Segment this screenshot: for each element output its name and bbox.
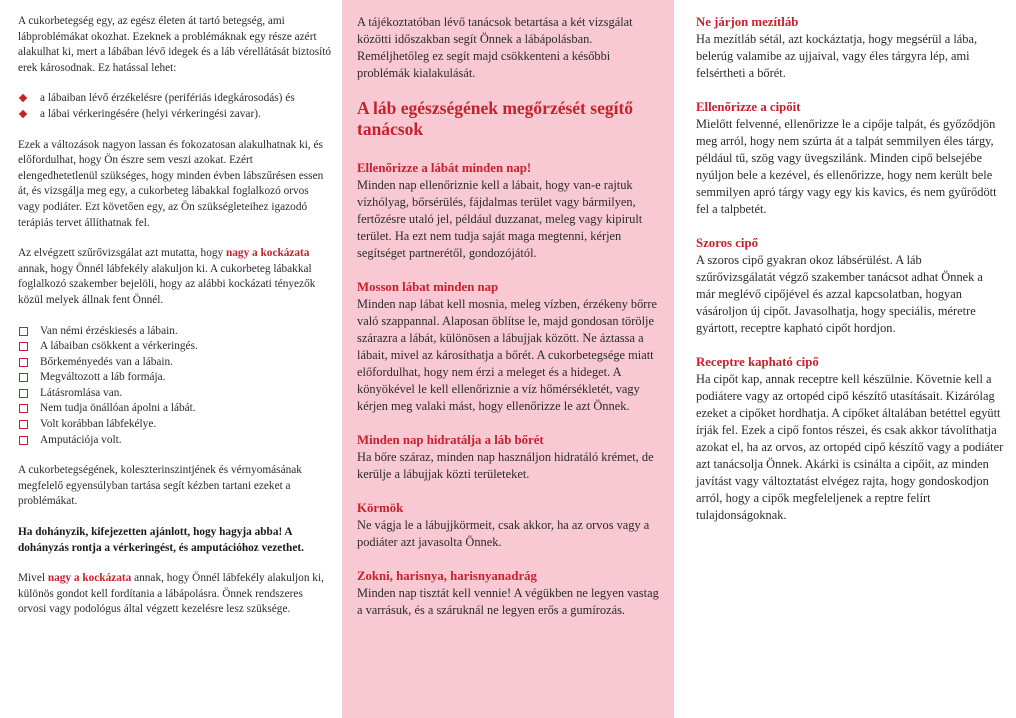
- section-title: Zokni, harisnya, harisnyanadrág: [357, 569, 537, 583]
- advice-section-tight-shoes: [696, 235, 1004, 337]
- effects-list: [18, 91, 332, 122]
- checklist-item[interactable]: Nem tudja önállóan ápolni a lábát.: [18, 401, 332, 417]
- checklist-item[interactable]: Látásromlása van.: [18, 386, 332, 402]
- section-title: Receptre kapható cipő: [696, 355, 819, 369]
- list-item: a lábaiban lévő érzékelésre (perifériás idegkárosodás) és: [18, 91, 332, 107]
- right-column: [674, 0, 1016, 718]
- section-text: Minden nap ellenőriznie kell a lábait, hogy van-e rajtuk vízhólyag, bőrsérülés, fájdalmas terület vagy bármilyen, fertőzésre utaló jel, például duzzanat, meleg vagy kipirult terület. Ha ezt nem tudja saját maga megtenni, kérjen segítséget partnerétől, gondozójától.: [357, 178, 643, 260]
- section-text: A szoros cipő gyakran okoz lábsérülést. A láb szűrővizsgálatát végző szakember tanácsot adhat Önnek a már meglévő cipőjével és azzal kapcsolatban, hogyan vásároljon új cipőt. Javasolhatja, hogy speciális, méretre gyártott, receptre kapható cipőt hordjon.: [696, 253, 983, 335]
- high-risk-highlight: nagy a kockázata: [225, 247, 310, 260]
- intro-paragraph: A cukorbetegség egy, az egész életen át tartó betegség, ami lábproblémákat okozhat. Ezeknek a problémáknak egy része azért alakulhat ki, mert a lábában lévő idegek és a láb vérellátását biztosító erek károsodnak. Ez hatással lehet:: [18, 15, 332, 74]
- checkbox-icon[interactable]: [19, 404, 28, 413]
- advice-section-daily-check: [357, 160, 660, 262]
- middle-column: [342, 0, 674, 718]
- section-text: Minden nap lábat kell mosnia, meleg vízben, érzékeny bőrre való szappannal. Alaposan öblítse le, majd gondosan törölje szárazra a lábát, különösen a lábujjak között. Ne áztassa a lábait, mivel az károsíthatja a bőrét. A cukorbetegsége miatt előfordulhat, hogy nem érzi a meleget és a hideget. A könyökével le kell ellenőriznie a víz hőmérsékletét, vagy kérjen meg valaki mást, hogy ellenőrizze le azt Önnek.: [357, 297, 658, 413]
- advice-intro: A tájékoztatóban lévő tanácsok betartása a két vizsgálat közötti időszakban segít Önnek a lábápolásban. Reméljhetőleg ez segít majd csökkenteni a későbbi problémák kialakulását.: [357, 15, 633, 80]
- checklist-item[interactable]: Volt korábban lábfekélye.: [18, 417, 332, 433]
- advice-section-check-shoes: [696, 99, 1004, 218]
- checkbox-icon[interactable]: [19, 420, 28, 429]
- risk-paragraph: Az elvégzett szűrővizsgálat azt mutatta, hogy nagy a kockázata annak, hogy Önnél lábfekély alakuljon ki. A cukorbeteg lábakkal foglalkozó szakember bejelöli, hogy az alábbi kockázati tényezők közül melyek állnak fent Önnél.: [18, 247, 316, 306]
- risk-factors-checklist: [18, 324, 332, 449]
- balance-paragraph: A cukorbetegségének, koleszterinszintjének és vérnyomásának megfelelő egyensúlyban tartása segít kézben tartani ezeket a problémákat.: [18, 464, 302, 508]
- checkbox-icon[interactable]: [19, 373, 28, 382]
- section-text: Ha cipőt kap, annak receptre kell készülnie. Követnie kell a podiátere vagy az ortopéd cipő készítő utasításait. Kizárólag ezeket a cipőket hordhatja. A cipőket általában betéttel együtt írják fel. Ezek a cipő fontos részei, és csak akkor távolíthatja azokat el, ha az orvos, az ortopéd cipő készítő vagy a podiáter azt tanácsolja Önnek. Akárki is csinálta a cipőit, az minden javítást vagy változtatást elvégez rajta, hogy gondoskodjon arról, hogy a cipők megfeleljenek a reptre felírt tulajdonságoknak.: [696, 372, 1004, 522]
- advice-section-barefoot: [696, 14, 1004, 82]
- section-title: Ellenőrizze a cipőit: [696, 100, 801, 114]
- advice-section-washing: [357, 279, 660, 415]
- advice-section-nails: [357, 500, 660, 551]
- screening-paragraph: Ezek a változások nagyon lassan és fokozatosan alakulhatnak ki, és előfordulhat, hogy Ön észre sem veszi azokat. Ezért elengedhetetlenül szükséges, hogy minden évben lábszűrésen essen át, és vizsgálja meg egy, a cukorbeteg lábakkal foglalkozó orvos vagy podiáter. Ezt követően egy, az Ön szükségleteihez igazodó terápiás tervet állíthatnak fel.: [18, 138, 324, 229]
- advice-section-moisturizing: [357, 432, 660, 483]
- section-title: Minden nap hidratálja a láb bőrét: [357, 433, 544, 447]
- section-text: Ha bőre száraz, minden nap használjon hidratáló krémet, de kerülje a lábujjak közti területeket.: [357, 450, 654, 481]
- advice-section-socks: [357, 568, 660, 619]
- checkbox-icon[interactable]: [19, 358, 28, 367]
- section-title: Ne járjon mezítláb: [696, 15, 799, 29]
- diamond-bullet-icon: [19, 110, 27, 118]
- checkbox-icon[interactable]: [19, 327, 28, 336]
- section-title: Körmök: [357, 501, 404, 515]
- checkbox-icon[interactable]: [19, 342, 28, 351]
- section-text: Mielőtt felvenné, ellenőrizze le a cipője talpát, és győződjön meg arról, hogy nem szúrta át a talpát semmilyen éles tárgy, például tű, szög vagy üvegszilánk. Minden cipő belsejébe nyúljon bele a kezével, és ellenőrizze, hogy nem került bele semmilyen apró tárgy vagy egy kis kavics, és nem gyűrődött fel a talpbetét.: [696, 117, 997, 216]
- advice-section-prescription-shoes: [696, 354, 1004, 524]
- checklist-item[interactable]: A lábaiban csökkent a vérkeringés.: [18, 339, 332, 355]
- advice-heading: A láb egészségének megőrzését segítő tanácsok: [357, 98, 634, 139]
- high-risk-highlight: nagy a kockázata: [47, 572, 132, 585]
- diamond-bullet-icon: [19, 94, 27, 102]
- section-text: Minden nap tisztát kell vennie! A végükben ne legyen vastag a varrásuk, és a száruknál ne legyen erős a gumírozás.: [357, 586, 659, 617]
- section-title: Ellenőrizze a lábát minden nap!: [357, 161, 532, 175]
- section-text: Ha mezítláb sétál, azt kockáztatja, hogy megsérül a lába, belerúg valamibe az ujjaival, vagy éles tárgyra lép, ami felsértheti a bőrét.: [696, 32, 978, 80]
- checkbox-icon[interactable]: [19, 389, 28, 398]
- checklist-item[interactable]: Amputációja volt.: [18, 433, 332, 449]
- left-column: [0, 0, 342, 718]
- checklist-item[interactable]: Bőrkeményedés van a lábain.: [18, 355, 332, 371]
- checklist-item[interactable]: Van némi érzéskiesés a lábain.: [18, 324, 332, 340]
- section-title: Mosson lábat minden nap: [357, 280, 499, 294]
- smoking-warning: Ha dohányzik, kifejezetten ajánlott, hogy hagyja abba! A dohányzás rontja a vérkeringést, és amputációhoz vezethet.: [18, 526, 304, 554]
- checklist-item[interactable]: Megváltozott a láb formája.: [18, 370, 332, 386]
- care-paragraph: Mivel nagy a kockázata annak, hogy Önnél lábfekély alakuljon ki, különös gondot kell fordítania a lábápolásra. Önnek rendszeres orvosi vagy podológus által végzett kezelésre lesz szüksége.: [18, 572, 324, 616]
- list-item: a lábai vérkeringésére (helyi vérkeringési zavar).: [18, 107, 332, 123]
- section-title: Szoros cipő: [696, 236, 758, 250]
- checkbox-icon[interactable]: [19, 436, 28, 445]
- section-text: Ne vágja le a lábujjkörmeit, csak akkor, ha az orvos vagy a podiáter azt javasolta Önnek.: [357, 518, 650, 549]
